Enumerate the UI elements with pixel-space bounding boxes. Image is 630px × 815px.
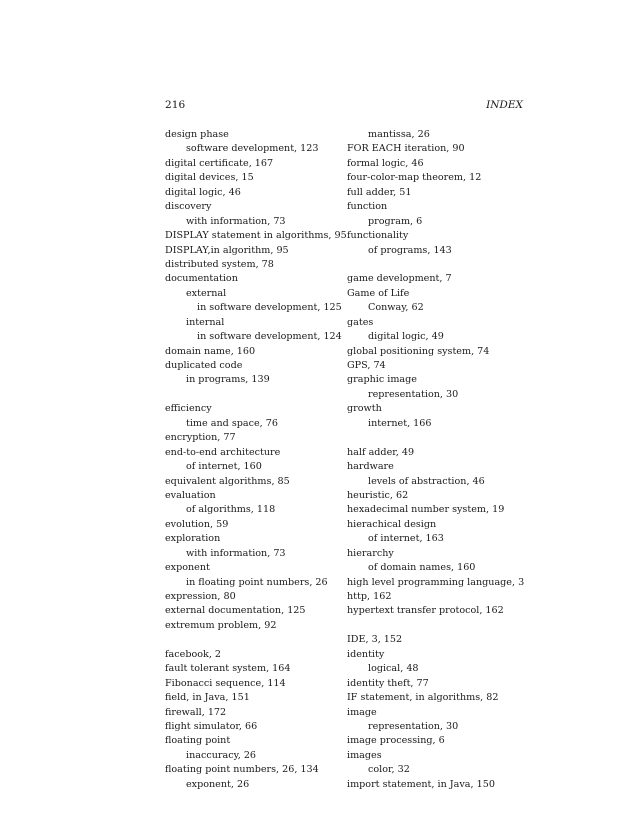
- index-entry: DISPLAY,in algorithm, 95: [165, 244, 289, 256]
- index-entry: documentation: [165, 273, 238, 285]
- index-subentry: representation, 30: [368, 388, 459, 400]
- index-entry: functionality: [347, 230, 409, 242]
- index-entry: global positioning system, 74: [347, 345, 490, 357]
- letter-group-gap: [165, 388, 360, 402]
- index-entry: efficiency: [165, 403, 212, 415]
- index-entry: half adder, 49: [347, 446, 415, 458]
- index-entry: FOR EACH iteration, 90: [347, 143, 465, 155]
- index-entry: field, in Java, 151: [165, 692, 250, 704]
- index-entry: formal logic, 46: [347, 157, 424, 169]
- index-entry: facebook, 2: [165, 648, 222, 660]
- index-subentry: program, 6: [368, 215, 423, 227]
- index-entry: image: [347, 706, 377, 718]
- index-subentry: in programs, 139: [186, 374, 270, 386]
- index-subentry: with information, 73: [186, 215, 286, 227]
- index-entry: domain name, 160: [165, 345, 256, 357]
- index-subentry: in software development, 124: [197, 331, 342, 343]
- index-entry: DISPLAY statement in algorithms, 95: [165, 230, 347, 242]
- index-entry: fault tolerant system, 164: [165, 663, 291, 675]
- index-entry: extremum problem, 92: [165, 619, 277, 631]
- letter-group-gap: [347, 619, 542, 633]
- index-entry: hypertext transfer protocol, 162: [347, 605, 504, 617]
- index-entry: flight simulator, 66: [165, 720, 258, 732]
- index-entry: evaluation: [165, 489, 216, 501]
- index-entry: hardware: [347, 461, 394, 473]
- index-entry: full adder, 51: [347, 186, 412, 198]
- index-entry: function: [347, 201, 388, 213]
- index-subentry: of algorithms, 118: [186, 504, 276, 516]
- index-entry: high level programming language, 3: [347, 576, 525, 588]
- index-entry: image processing, 6: [347, 735, 445, 747]
- index-entry: end-to-end architecture: [165, 446, 281, 458]
- index-subentry: color, 32: [368, 764, 410, 776]
- index-entry: game development, 7: [347, 273, 452, 285]
- index-subentry: of programs, 143: [368, 244, 452, 256]
- index-entry: graphic image: [347, 374, 417, 386]
- index-subentry: of internet, 160: [186, 461, 262, 473]
- index-entry: images: [347, 749, 382, 761]
- index-entry: exponent: [165, 562, 210, 574]
- index-entry: identity: [347, 648, 385, 660]
- index-entry: equivalent algorithms, 85: [165, 475, 290, 487]
- index-subentry: levels of abstraction, 46: [368, 475, 485, 487]
- index-entry: digital devices, 15: [165, 172, 254, 184]
- index-entry: digital certificate, 167: [165, 157, 274, 169]
- index-subentry: mantissa, 26: [368, 129, 430, 140]
- index-entry: evolution, 59: [165, 518, 229, 530]
- index-entry: hierachical design: [347, 518, 437, 530]
- index-entry: floating point numbers, 26, 134: [165, 764, 319, 776]
- index-subentry: software development, 123: [186, 143, 319, 155]
- index-entry: floating point: [165, 735, 231, 747]
- index-subentry: with information, 73: [186, 547, 286, 559]
- index-subentry: digital logic, 49: [368, 331, 444, 343]
- index-entry: firewall, 172: [165, 706, 227, 718]
- index-entry: import statement, in Java, 150: [347, 778, 495, 790]
- page-number: 216: [165, 99, 186, 111]
- index-entry: Game of Life: [347, 287, 410, 299]
- index-subentry: of domain names, 160: [368, 562, 476, 574]
- index-entry: http, 162: [347, 591, 392, 602]
- index-entry: four-color-map theorem, 12: [347, 172, 482, 184]
- index-entry: external documentation, 125: [165, 605, 306, 617]
- index-column-left: [165, 128, 360, 792]
- index-subentry: exponent, 26: [186, 778, 250, 790]
- index-entry: digital logic, 46: [165, 186, 241, 198]
- index-subentry: internet, 166: [368, 417, 432, 429]
- index-column-right: [347, 128, 542, 792]
- index-subentry: in floating point numbers, 26: [186, 576, 328, 588]
- index-subentry: internal: [186, 316, 225, 328]
- index-entry: growth: [347, 403, 382, 415]
- index-subentry: time and space, 76: [186, 417, 278, 429]
- index-entry: IDE, 3, 152: [347, 634, 403, 646]
- index-entry: IF statement, in algorithms, 82: [347, 692, 499, 704]
- index-subentry: in software development, 125: [197, 302, 342, 314]
- index-entry: hierarchy: [347, 547, 394, 559]
- index-entry: distributed system, 78: [165, 258, 274, 270]
- index-entry: Fibonacci sequence, 114: [165, 677, 286, 689]
- index-subentry: external: [186, 287, 227, 299]
- index-entry: design phase: [165, 129, 229, 140]
- index-entry: GPS, 74: [347, 360, 386, 371]
- index-entry: hexadecimal number system, 19: [347, 504, 505, 516]
- index-entry: discovery: [165, 201, 212, 213]
- index-entry: gates: [347, 316, 374, 328]
- index-subentry: logical, 48: [368, 663, 419, 675]
- index-subentry: inaccuracy, 26: [186, 749, 257, 761]
- index-entry: exploration: [165, 533, 221, 545]
- index-entry: expression, 80: [165, 591, 236, 602]
- letter-group-gap: [347, 431, 542, 445]
- index-entry: heuristic, 62: [347, 489, 409, 501]
- letter-group-gap: [165, 633, 360, 647]
- index-subentry: of internet, 163: [368, 533, 444, 545]
- index-subentry: Conway, 62: [368, 302, 424, 314]
- letter-group-gap: [347, 258, 542, 272]
- index-subentry: representation, 30: [368, 720, 459, 732]
- index-entry: encryption, 77: [165, 432, 236, 444]
- index-entry: identity theft, 77: [347, 677, 429, 689]
- index-entry: duplicated code: [165, 360, 243, 371]
- running-head: INDEX: [486, 99, 523, 111]
